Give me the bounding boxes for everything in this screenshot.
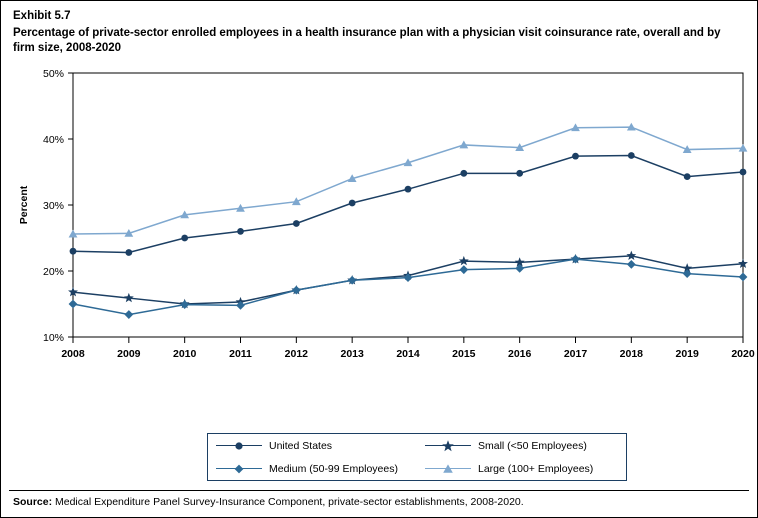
data-point-marker	[626, 251, 636, 260]
data-point-marker	[349, 200, 356, 207]
data-point-marker	[515, 264, 524, 273]
data-point-marker	[739, 273, 748, 282]
x-axis-tick-label: 2011	[229, 348, 252, 360]
data-point-marker	[124, 310, 133, 319]
data-point-marker	[181, 235, 188, 242]
x-axis-tick-label: 2020	[731, 348, 755, 360]
legend-item-small	[417, 439, 626, 453]
series-line	[73, 259, 743, 314]
data-point-marker	[628, 152, 635, 159]
x-axis-tick-label: 2008	[61, 348, 85, 360]
y-axis-tick-label: 30%	[42, 200, 64, 212]
chart-canvas	[1, 59, 758, 419]
legend-label-united-states: United States	[269, 439, 333, 452]
data-point-marker	[124, 293, 134, 302]
data-point-marker	[683, 269, 692, 278]
source-divider	[9, 490, 749, 491]
x-axis-tick-label: 2013	[340, 348, 364, 360]
x-axis-tick-label: 2009	[117, 348, 141, 360]
series-large-100-employees	[69, 123, 748, 238]
data-point-marker	[69, 300, 78, 309]
legend-swatch-circle-icon	[216, 439, 262, 453]
legend-swatch-triangle-icon	[425, 462, 471, 476]
y-axis-tick-label: 10%	[42, 332, 64, 344]
data-point-marker	[348, 276, 357, 285]
chart-legend	[207, 433, 627, 481]
x-axis-tick-label: 2017	[563, 348, 588, 360]
x-axis-tick-label: 2012	[284, 348, 309, 360]
data-point-marker	[572, 153, 579, 160]
x-axis-tick-label: 2019	[675, 348, 699, 360]
source-label: Source:	[13, 496, 53, 508]
data-point-marker	[459, 265, 468, 274]
data-point-marker	[237, 228, 244, 235]
x-axis-tick-label: 2018	[619, 348, 644, 360]
x-axis-tick-label: 2014	[396, 348, 420, 360]
legend-label-large: Large (100+ Employees)	[478, 462, 594, 475]
data-point-marker	[460, 170, 467, 177]
data-point-marker	[180, 300, 189, 309]
exhibit-label: Exhibit 5.7	[13, 10, 71, 22]
x-axis-tick-label: 2016	[507, 348, 532, 360]
x-axis-tick-label: 2015	[452, 348, 476, 360]
plot-border	[73, 73, 743, 337]
data-point-marker	[459, 256, 469, 265]
title-block	[13, 9, 737, 56]
x-axis-tick-label: 2010	[172, 348, 197, 360]
line-chart	[1, 59, 758, 419]
legend-item-large	[417, 462, 626, 476]
data-point-marker	[70, 248, 77, 255]
series-line	[73, 156, 743, 253]
legend-swatch-star-icon	[425, 439, 471, 453]
y-axis-tick-label: 40%	[42, 134, 64, 146]
data-point-marker	[125, 249, 132, 256]
legend-label-medium: Medium (50-99 Employees)	[269, 462, 398, 475]
page-title: Percentage of private-sector enrolled employees in a health insurance plan with a physician visit coinsurance rate, overall and by firm size, 2008-2020	[13, 27, 721, 54]
data-point-marker	[627, 260, 636, 269]
series-line	[73, 127, 743, 234]
data-point-marker	[740, 169, 747, 176]
y-axis-title: Percent	[18, 185, 30, 225]
source-note	[13, 495, 524, 509]
data-point-marker	[516, 170, 523, 177]
legend-label-small: Small (<50 Employees)	[478, 439, 587, 452]
data-point-marker	[293, 220, 300, 227]
data-point-marker	[405, 186, 412, 193]
source-text: Medical Expenditure Panel Survey-Insurance Component, private-sector establishments, 2008-2020.	[52, 496, 524, 508]
legend-item-united-states	[208, 439, 417, 453]
data-point-marker	[684, 173, 691, 180]
series-united-states	[70, 152, 747, 256]
legend-item-medium	[208, 462, 417, 476]
y-axis-tick-label: 20%	[42, 266, 64, 278]
data-point-marker	[292, 286, 301, 295]
legend-swatch-diamond-icon	[216, 462, 262, 476]
series-medium-50-99-employees	[69, 255, 748, 319]
y-axis-tick-label: 50%	[42, 68, 64, 80]
data-point-marker	[571, 255, 580, 264]
